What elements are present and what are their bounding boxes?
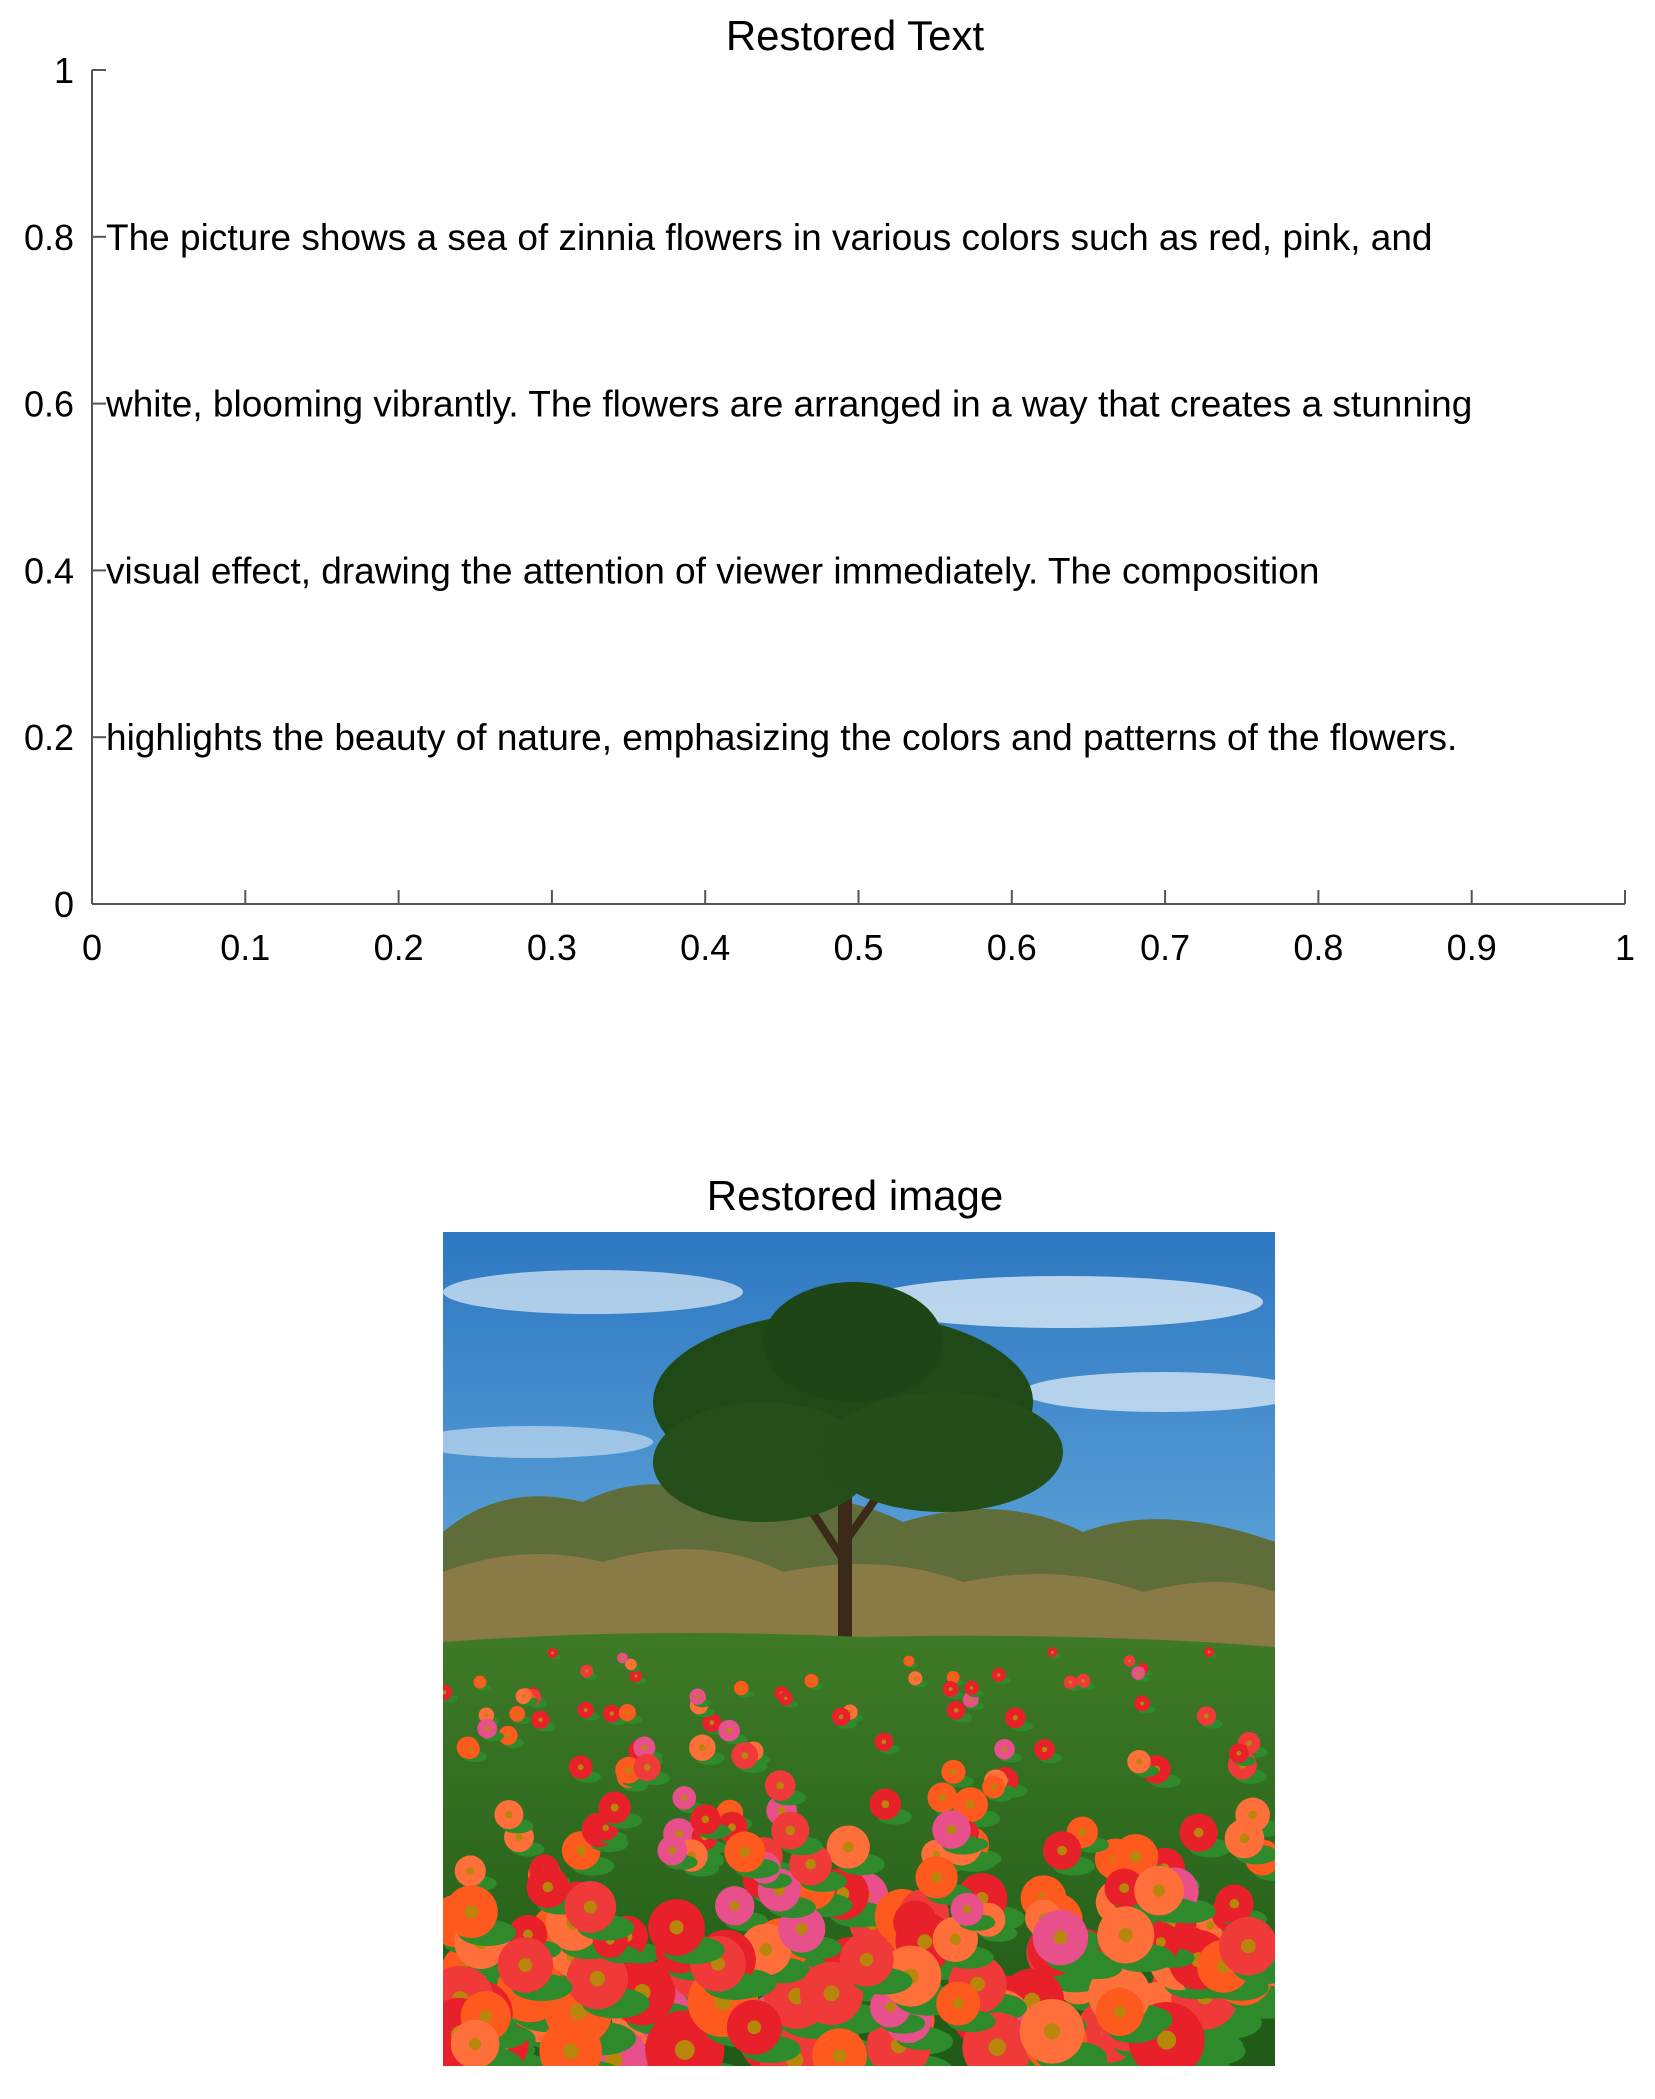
flower-center [833,2049,847,2063]
flower-center [776,1782,784,1790]
flower-center [950,1769,956,1775]
flower-center [576,1846,586,1856]
image-title: Restored image [706,1172,1004,1219]
flower-center [1236,1751,1241,1756]
flower-center [585,1670,588,1673]
flower-center [1136,1759,1142,1765]
restored-text-lines [105,217,1472,758]
x-tick-label: 0 [81,927,103,968]
flower-center [740,1847,750,1857]
flower-center [1002,1747,1007,1752]
flower-center [730,1901,740,1911]
flower-center [1246,1740,1252,1746]
flower-center [1130,1851,1141,1862]
flower-center [805,1859,816,1870]
text-chart [0,0,1655,1000]
tick-marks [92,70,1625,904]
flower-center [1042,1747,1047,1752]
flower-center [1208,1651,1211,1654]
flower-field-image [443,1232,1275,2066]
flower-center [506,1733,511,1738]
flower-center [702,1816,710,1824]
flower-center [947,1825,957,1835]
flower-center [1204,1714,1209,1719]
flower-center [882,1740,887,1745]
x-tick-label: 0.1 [220,927,271,968]
flower-center [1119,1928,1133,1942]
flower-center [881,1800,889,1808]
flower-center [1044,2023,1060,2039]
y-tick-label: 0.4 [23,550,74,592]
flower-center [1136,1671,1139,1674]
flower-center [950,1934,961,1945]
flower-center [989,2039,1006,2056]
flower-center [1069,1681,1072,1684]
x-tick-label: 0.2 [373,927,424,968]
flower-center [669,1847,676,1854]
flower-center [578,1764,584,1770]
flower-center [484,1713,488,1717]
flower-center [590,1971,605,1986]
flower-center [465,1905,478,1918]
y-tick-label: 0 [53,884,74,925]
flower-center [860,1953,873,1966]
flower-center [584,1708,588,1712]
flower-center [726,1728,731,1733]
x-tick-label: 0.9 [1446,927,1497,968]
flower-center [939,1794,946,1801]
restored-photo [443,1232,1275,2066]
y-tick-label: 0.8 [23,216,74,258]
x-tick-label: 1 [1614,927,1636,968]
flower-center [610,1711,614,1715]
flower-center [1153,1884,1165,1896]
x-tick-label: 0.3 [526,927,577,968]
flower-center [966,1800,975,1809]
x-tick-label: 0.8 [1293,927,1344,968]
flower-center [584,1901,597,1914]
flower-center [952,1676,955,1679]
flower-center [696,1695,700,1699]
flower-center [625,1767,632,1774]
flower-center [625,1710,629,1714]
flower-center [505,1811,512,1818]
flower-center [1229,1899,1239,1909]
x-tick-label: 0.6 [986,927,1037,968]
flower-center [468,1747,473,1752]
flower-center [1114,2006,1126,2018]
flower-center [1248,1811,1257,1820]
flower-center [644,1764,651,1771]
flower-center [709,1720,714,1725]
flower-center [931,1872,942,1883]
flower-center [1013,1715,1018,1720]
flower-center [1078,1828,1086,1836]
flower-center [824,1986,840,2002]
x-tick-label: 0.7 [1140,927,1191,968]
flower-center [621,1656,624,1659]
flower-center [611,1804,619,1812]
flower-center [1240,1834,1250,1844]
flower-center [839,1714,844,1719]
flower-center [997,1673,1000,1676]
flower-center [1206,1921,1215,1930]
flower-center [810,1679,813,1682]
flower-center [515,1712,519,1716]
flower-center [1081,1679,1085,1683]
flower-center [843,1842,854,1853]
flower-center [669,1920,683,1934]
flower-center [1157,2031,1176,2050]
flower-center [739,1686,743,1690]
flower-center [885,2002,895,2012]
flower-center [917,1934,932,1949]
tick-labels [24,50,1635,968]
flower-center [634,1674,637,1677]
flower-center [538,1718,543,1723]
flower-center [1051,1651,1054,1654]
flower-center [629,1663,632,1666]
flower-center [515,1833,522,1840]
flower-center [466,1867,474,1875]
flower-center [784,1697,788,1701]
text-line: visual effect, drawing the attention of viewer immediately. The composition [106,550,1320,592]
flower-center [1241,1939,1256,1954]
flower-center [741,1752,748,1759]
flower-center [699,1744,706,1751]
flower-center [521,1694,525,1698]
flower-center [603,1825,609,1831]
text-line: The picture shows a sea of zinnia flowers in various colors such as red, pink, and [106,216,1433,258]
flower-center [991,1784,997,1790]
flower-center [969,1698,973,1702]
flower-center [954,1708,959,1713]
flower-center [747,2020,761,2034]
flower-center [1054,1931,1068,1945]
flower-center [469,2038,481,2050]
flower-center [786,1826,795,1835]
flower-center [681,1795,687,1801]
flower-center [563,2043,579,2059]
y-tick-label: 1 [53,50,74,91]
y-tick-label: 0.6 [23,383,74,425]
flower-center [675,2040,695,2060]
text-line: white, blooming vibrantly. The flowers are arranged in a way that creates a stunning [106,383,1473,425]
flower-center [796,1923,808,1935]
flower-center [478,1681,481,1684]
flower-center [1194,1828,1204,1838]
flower-center [963,1905,971,1913]
flower-center [970,1686,974,1690]
flower-center [907,1660,910,1663]
y-tick-label: 0.2 [23,717,74,759]
flower-center [949,1687,953,1691]
flower-center [485,1726,490,1731]
x-tick-label: 0.5 [833,927,884,968]
flower-center [1057,1846,1067,1856]
flower-center [1119,1883,1129,1893]
flower-center [642,1745,648,1751]
x-tick-label: 0.4 [680,927,731,968]
flower-center [518,1958,532,1972]
chart-title: Restored Text [725,12,985,59]
flower-center [913,1677,917,1681]
flower-center [551,1652,554,1655]
flower-center [542,1882,553,1893]
axes [92,70,1625,904]
flower-center [953,1998,964,2009]
flower-center [1128,1659,1131,1662]
flower-center [1140,1701,1144,1705]
flower-center [759,1943,772,1956]
text-line: highlights the beauty of nature, emphasizing the colors and patterns of the flowers. [106,717,1458,759]
